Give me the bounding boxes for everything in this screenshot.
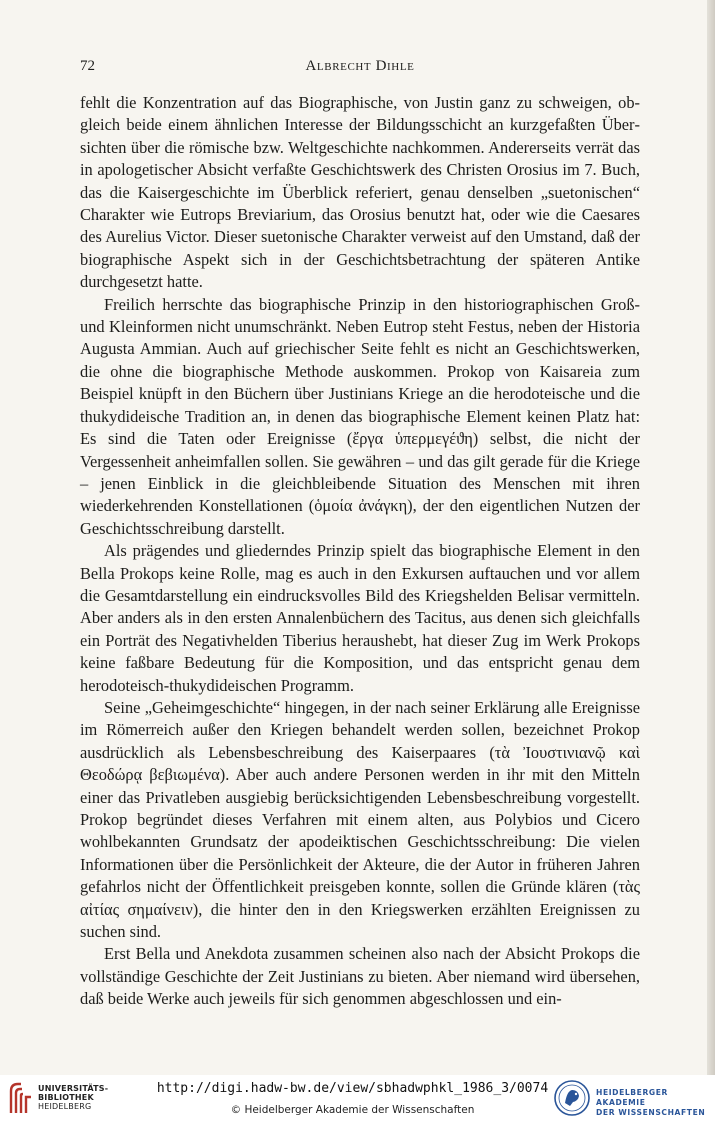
paragraph: Erst Bella und Anekdota zusammen scheinen also nach der Absicht Prokops die vollständige Geschichte der Zeit Justinians zu bieten. Aber niemand wird übersehen, daß beide Werke auch jeweils für sich genommen abgeschlossen und ein- — [80, 944, 640, 1009]
academy-seal-icon — [553, 1079, 591, 1117]
library-logo-icon — [8, 1081, 34, 1115]
paragraph: Freilich herrschte das biographische Prinzip in den historiographischen Groß- und Kleinformen nicht unumschränkt. Neben Eutrop steht Festus, neben der Historia Augusta Ammian. Auch auf griechischer Seite fehlt es nicht an Geschichtswerken, die ohne die biographische Methode auskommen. Prokop von Kaisareia zum Beispiel knüpft in den Büchern über Justinians Kriege an die herodoteische und die thukydideische Tradition an, in denen das biographische Element keinen Platz hat: Es sind die Taten oder Ereignisse (ἔργα ὑπερμεγέϑη) selbst, die nicht der Vergessenheit anheimfallen sollen. Sie gewähren – und das gilt gerade für die Kriege – jenen Einblick in die gleichbleibende Situation des Menschen mit ihren wiederkehrenden Konstellationen (ὁμοία ἀνάγκη), der den eigentlichen Nutzen der Geschichtsschreibung darstellt. — [80, 294, 640, 538]
page-edge — [707, 0, 715, 1075]
academy-logo-text: HEIDELBERGER AKADEMIE DER WISSENSCHAFTEN — [596, 1088, 706, 1117]
running-head — [80, 58, 640, 78]
paragraph: Seine „Geheimgeschichte“ hingegen, in der nach seiner Erklärung alle Ereignisse im Römerreich außer den Kriegen behandelt werden sollen, bezeichnet Prokop ausdrücklich als Lebensbeschreibung des Kaiserpaares (τὰ Ἰουστινιανῷ καὶ Θεοδώρᾳ βεβιωμένα). Aber auch andere Personen werden in ihr mit den Mitteln einer das Privatleben ausgiebig berücksichtigenden Lebensbeschreibung vorgestellt. Prokop begründet dieses Verfahren mit einem alten, aus Polybios und Cicero wohlbekannten Grundsatz der apodeiktischen Geschichtsschreibung: Die vielen Informationen über die Persönlichkeit der Akteure, die der Autor in früheren Jahren gefahrlos nicht der Öffentlichkeit preisgeben konnte, sollen die Gründe klären (τὰς αἰτίας σημαίνειν), die hinter den in den Kriegswerken erzählten Ereignissen zu suchen sind. — [80, 697, 640, 942]
paragraph: fehlt die Konzentration auf das Biographische, von Justin ganz zu schweigen, obgleich beide einem ähnlichen Interesse der Bildungsschicht an kurzgefaßten Übersichten über die römische bzw. Weltgeschichte nachkommen. Andererseits verrät das in apologetischer Absicht verfaßte Geschichtswerk des Christen Orosius im 7. Buch, das die Kaisergeschichte im Überblick referiert, genau denselben „suetonischen“ Charakter wie Eutrops Breviarium, das Orosius benutzt hat, oder wie die Caesares des Aurelius Victor. Dieser suetonische Charakter verweist auf den Umstand, daß der biographische Aspekt sich in der Geschichtsbetrachtung der späteren Antike durchgesetzt hatte. — [80, 93, 640, 292]
copyright-notice: © Heidelberger Akademie der Wissenschaften — [230, 1104, 475, 1116]
footer-bar — [0, 1075, 715, 1123]
running-head-author: Albrecht Dihle — [305, 58, 415, 74]
paragraph: Als prägendes und gliederndes Prinzip spielt das biographische Element in den Bella Prokops keine Rolle, mag es auch in den Exkursen auftauchen und vor allem die Gesamtdarstellung ein eindrucksvolles Bild des Kriegshelden Belisar vermitteln. Aber anders als in den ersten Annalenbüchern des Tacitus, aus denen sich gleichfalls ein Porträt des Negativhelden Tiberius heraushebt, hat dieser Zug im Werk Prokops keine faßbare Bedeutung für die Komposition, und das entspricht genau dem herodoteisch-thukydideischen Programm. — [80, 541, 640, 695]
permalink-url[interactable]: http://digi.hadw-bw.de/view/sbhadwphkl_1986_3/0074 — [156, 1081, 549, 1096]
library-logo-text: UNIVERSITÄTS- BIBLIOTHEK HEIDELBERG — [38, 1084, 109, 1111]
page-number: 72 — [80, 58, 95, 74]
body-text — [80, 92, 640, 1011]
